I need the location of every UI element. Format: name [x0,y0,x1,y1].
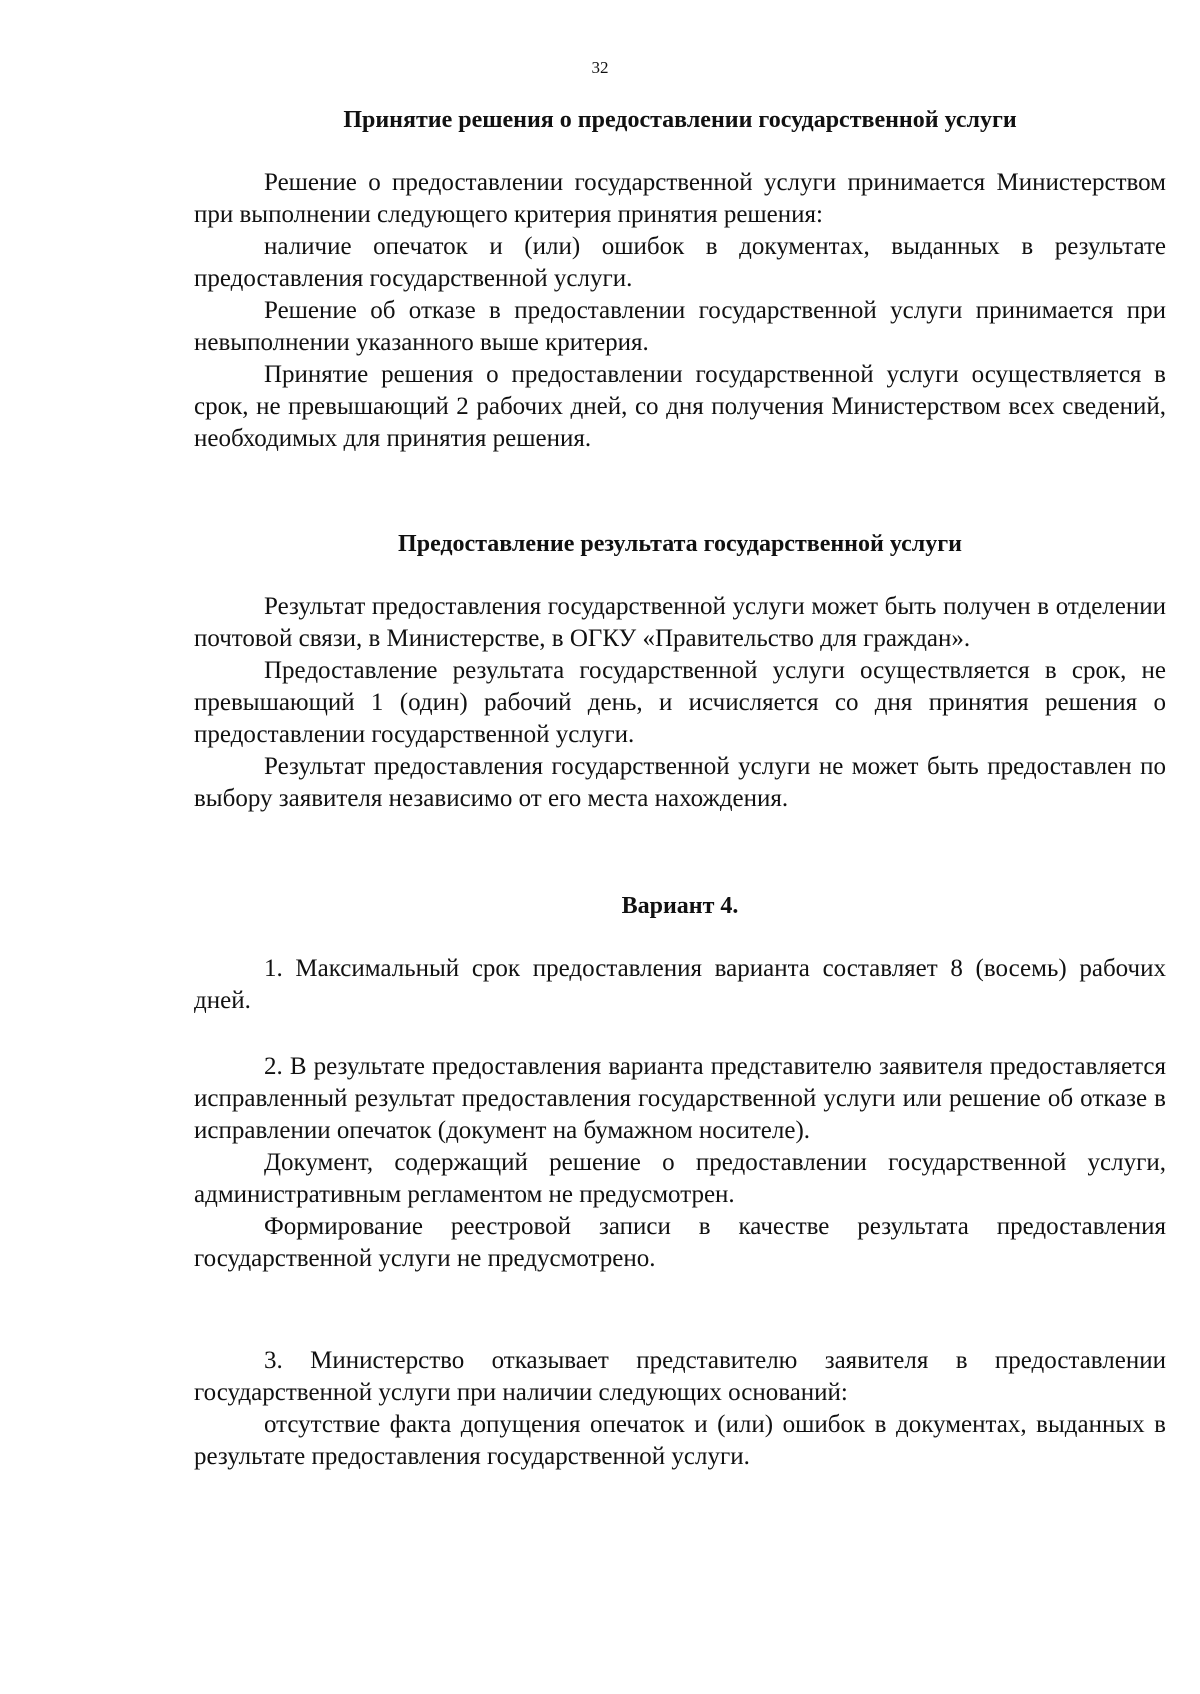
paragraph: Результат предоставления государственной услуги не может быть предоставлен по выбору заявителя независимо от его места нахождения. [194,753,1166,812]
variant-item-1 [194,953,1166,1017]
paragraph: Формирование реестровой записи в качестве результата предоставления государственной услуги не предусмотрено. [194,1213,1166,1272]
section-heading-result: Предоставление результата государственной услуги [398,531,962,557]
paragraph: Предоставление результата государственной услуги осуществляется в срок, не превышающий 1 (один) рабочий день, и исчисляется со дня принятия решения о предоставлении государственной услуги. [194,657,1166,748]
paragraph: отсутствие факта допущения опечаток и (или) ошибок в документах, выданных в результате предоставления государственной услуги. [194,1411,1166,1470]
page-number: 32 [591,58,609,77]
section-heading-decision: Принятие решения о предоставлении государственной услуги [343,107,1017,133]
paragraph: Результат предоставления государственной услуги может быть получен в отделении почтовой связи, в Министерстве, в ОГКУ «Правительство для граждан». [194,593,1166,652]
paragraph: 2. В результате предоставления варианта представителю заявителя предоставляется исправленный результат предоставления государственной услуги или решение об отказе в исправлении опечаток (документ на бумажном носителе). [194,1053,1166,1144]
section-body-decision [194,167,1166,455]
variant-item-2 [194,1051,1166,1275]
paragraph: Принятие решения о предоставлении государственной услуги осуществляется в срок, не превышающий 2 рабочих дней, со дня получения Министерством всех сведений, необходимых для принятия решения. [194,361,1166,452]
section-heading-variant-4: Вариант 4. [621,893,739,919]
paragraph: Решение о предоставлении государственной услуги принимается Министерством при выполнении следующего критерия принятия решения: [194,169,1166,228]
paragraph: 1. Максимальный срок предоставления варианта составляет 8 (восемь) рабочих дней. [194,955,1166,1014]
paragraph: 3. Министерство отказывает представителю заявителя в предоставлении государственной услуги при наличии следующих оснований: [194,1347,1166,1406]
section-body-result [194,591,1166,815]
variant-item-3 [194,1345,1166,1473]
paragraph: наличие опечаток и (или) ошибок в документах, выданных в результате предоставления государственной услуги. [194,233,1166,292]
paragraph: Документ, содержащий решение о предоставлении государственной услуги, административным регламентом не предусмотрен. [194,1149,1166,1208]
paragraph: Решение об отказе в предоставлении государственной услуги принимается при невыполнении указанного выше критерия. [194,297,1166,356]
